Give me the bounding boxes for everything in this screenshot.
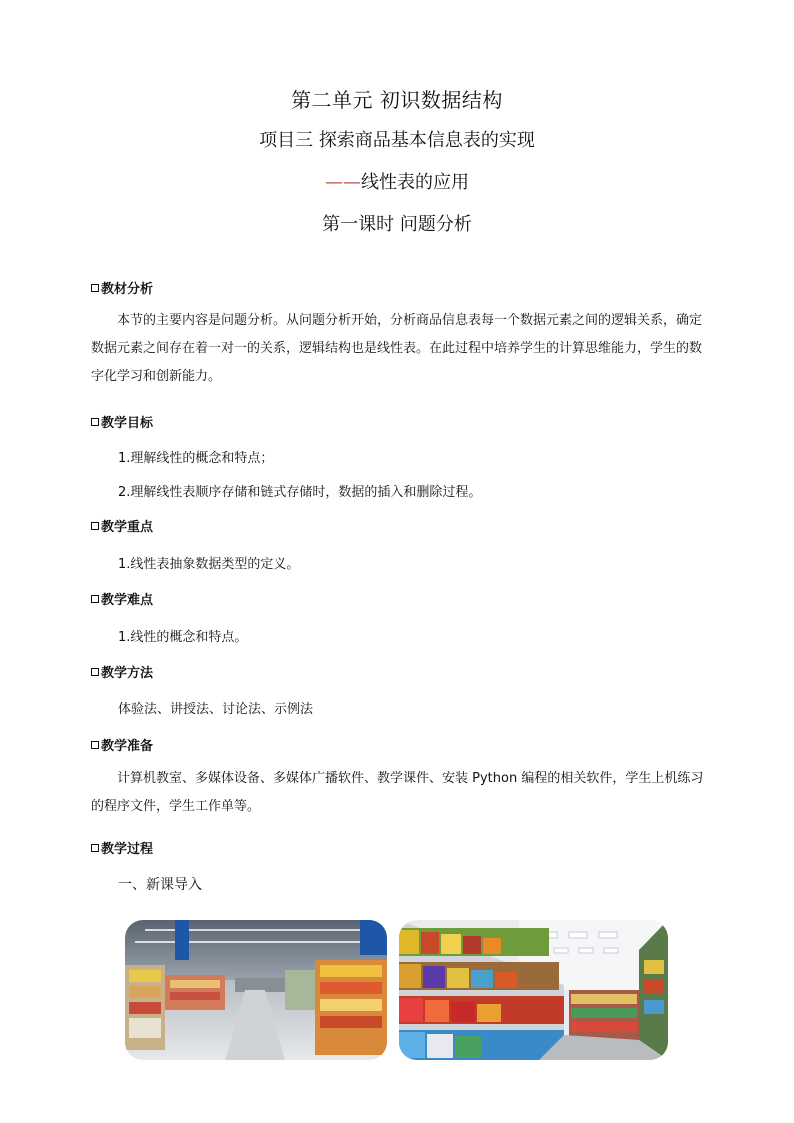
heading-text: 教学重点 bbox=[101, 520, 154, 535]
process-sub-heading: 一、新课导入 bbox=[118, 877, 202, 893]
supermarket-photo-2 bbox=[399, 920, 668, 1060]
heading-text: 教学准备 bbox=[101, 739, 154, 754]
heading-teaching-process bbox=[91, 838, 153, 857]
checkbox-bullet-icon bbox=[91, 668, 99, 676]
heading-text: 教学过程 bbox=[101, 842, 154, 857]
checkbox-bullet-icon bbox=[91, 844, 99, 852]
heading-teaching-prep bbox=[91, 735, 153, 754]
goal-item-1: 1.理解线性的概念和特点； bbox=[118, 451, 274, 466]
paragraph-text: 本节的主要内容是问题分析。从问题分析开始，分析商品信息表每一个数据元素之间的逻辑关系，确定数据元素之间存在着一对一的关系，逻辑结构也是线性表。在此过程中培养学生的计算思维能力，学生的数字化学习和创新能力。 bbox=[91, 313, 703, 384]
checkbox-bullet-icon bbox=[91, 595, 99, 603]
key-item-1: 1.线性表抽象数据类型的定义。 bbox=[118, 557, 300, 572]
heading-teaching-goals bbox=[91, 412, 153, 431]
checkbox-bullet-icon bbox=[91, 284, 99, 292]
paragraph-textbook-analysis bbox=[91, 307, 706, 391]
heading-teaching-method bbox=[91, 662, 153, 681]
paragraph-text: 计算机教室、多媒体设备、多媒体广播软件、教学课件、安装 Python 编程的相关软件，学生上机练习的程序文件，学生工作单等。 bbox=[91, 771, 704, 814]
unit-title: 第二单元 初识数据结构 bbox=[291, 88, 503, 112]
difficult-item-1: 1.线性的概念和特点。 bbox=[118, 630, 248, 645]
method-text: 体验法、讲授法、讨论法、示例法 bbox=[118, 702, 314, 717]
supermarket-photo-1 bbox=[125, 920, 387, 1060]
checkbox-bullet-icon bbox=[91, 522, 99, 530]
heading-key-points bbox=[91, 516, 153, 535]
heading-text: 教材分析 bbox=[101, 282, 154, 297]
heading-difficult-points bbox=[91, 589, 153, 608]
subtitle-text: 线性表的应用 bbox=[361, 172, 469, 193]
heading-textbook-analysis bbox=[91, 278, 153, 297]
project-title: 项目三 探索商品基本信息表的实现 bbox=[259, 130, 535, 151]
paragraph-teaching-prep bbox=[91, 765, 706, 821]
heading-text: 教学方法 bbox=[101, 666, 154, 681]
heading-text: 教学目标 bbox=[101, 416, 154, 431]
checkbox-bullet-icon bbox=[91, 741, 99, 749]
lesson-title: 第一课时 问题分析 bbox=[322, 214, 472, 235]
goal-item-2: 2.理解线性表顺序存储和链式存储时，数据的插入和删除过程。 bbox=[118, 485, 482, 500]
checkbox-bullet-icon bbox=[91, 418, 99, 426]
subtitle bbox=[0, 168, 794, 194]
subtitle-dash: —— bbox=[325, 172, 361, 193]
heading-text: 教学难点 bbox=[101, 593, 154, 608]
